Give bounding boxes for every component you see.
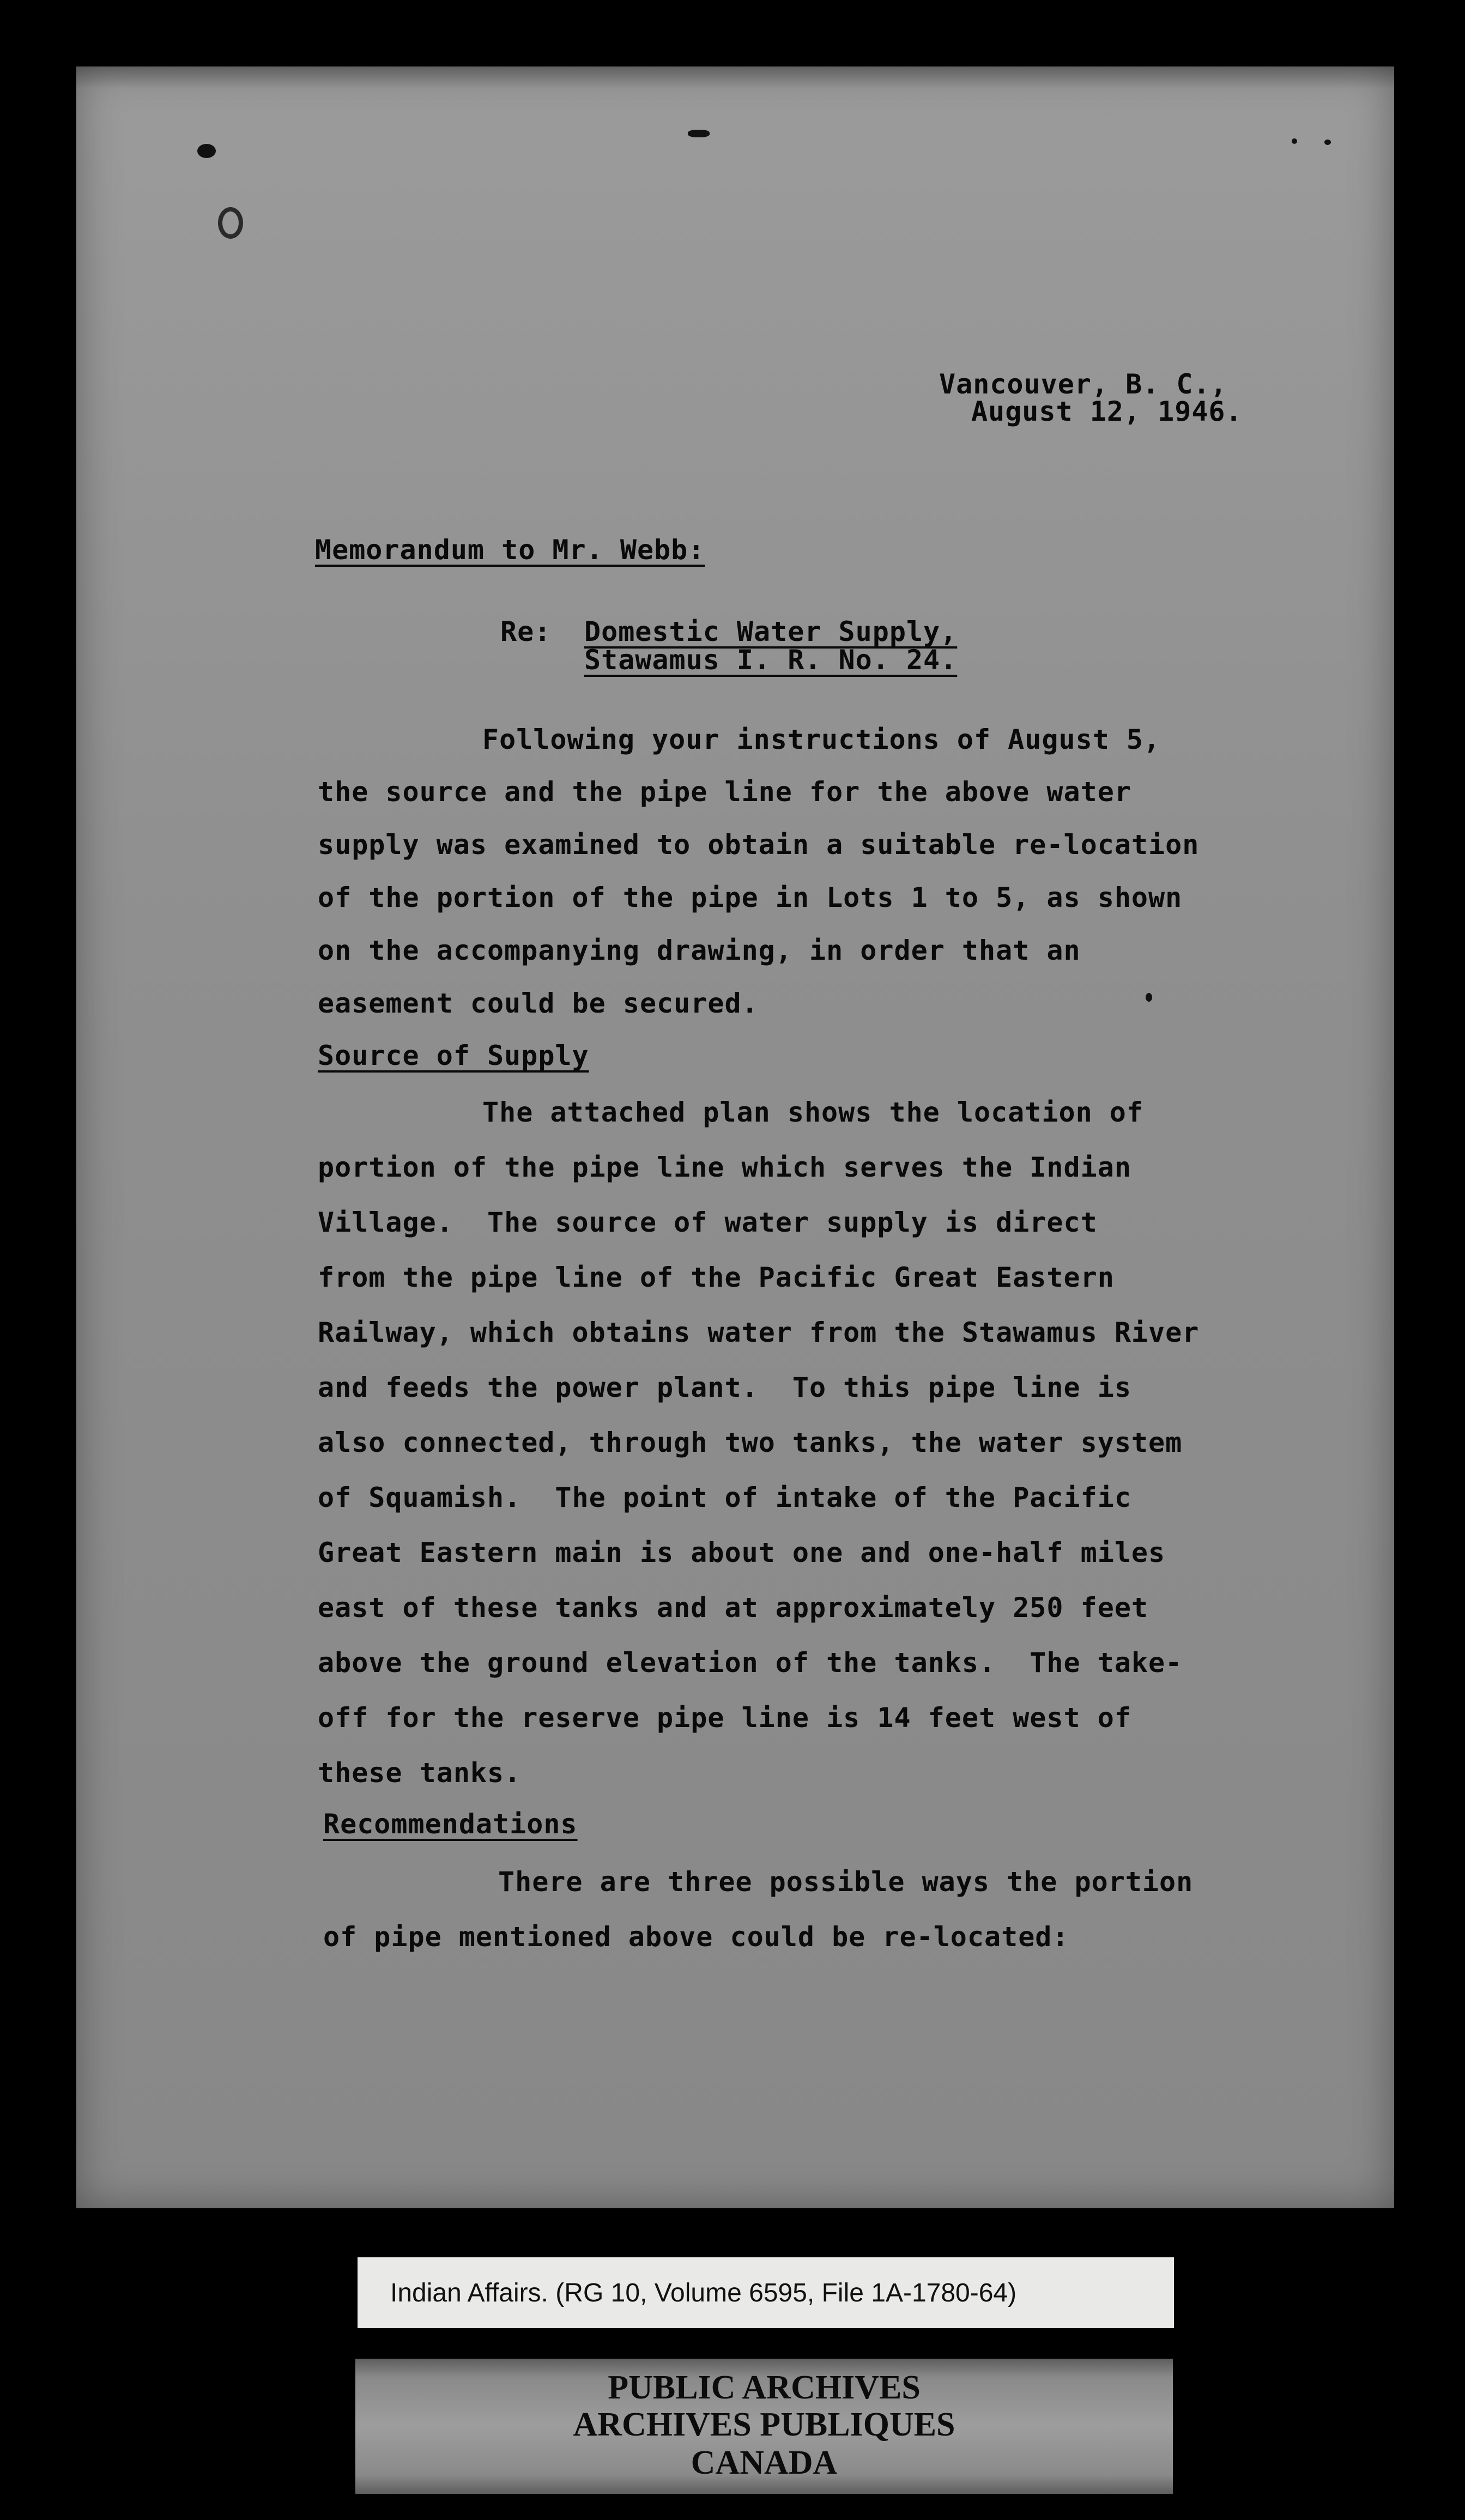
source-line: portion of the pipe line which serves the Indian <box>318 1152 1131 1183</box>
source-line: and feeds the power plant. To this pipe line is <box>318 1372 1131 1403</box>
intro-line: Following your instructions of August 5, <box>482 724 1161 755</box>
ink-speck <box>1292 138 1297 144</box>
archive-stamp-line-3: CANADA <box>691 2444 838 2481</box>
archive-stamp <box>355 2359 1173 2494</box>
memo-date: August 12, 1946. <box>971 396 1243 427</box>
source-line: east of these tanks and at approximately 250 feet <box>318 1592 1149 1624</box>
document-page <box>76 66 1394 2208</box>
source-line: Railway, which obtains water from the Stawamus River <box>318 1317 1200 1348</box>
ink-speck <box>1324 140 1331 145</box>
source-line: The attached plan shows the location of <box>482 1097 1143 1128</box>
ink-speck <box>688 130 710 137</box>
source-line: Great Eastern main is about one and one-half miles <box>318 1537 1166 1568</box>
archive-stamp-line-1: PUBLIC ARCHIVES <box>608 2369 921 2406</box>
intro-line: on the accompanying drawing, in order that an <box>318 935 1081 966</box>
memo-addressee: Memorandum to Mr. Webb: <box>315 534 705 566</box>
source-line: above the ground elevation of the tanks. The take- <box>318 1647 1183 1679</box>
intro-line: of the portion of the pipe in Lots 1 to 5, as shown <box>318 882 1183 913</box>
recommendation-line: There are three possible ways the portion <box>498 1866 1194 1898</box>
source-line: these tanks. <box>318 1757 522 1789</box>
ink-speck <box>197 144 216 158</box>
intro-line: supply was examined to obtain a suitable re-location <box>318 829 1200 861</box>
source-line: of Squamish. The point of intake of the Pacific <box>318 1482 1131 1513</box>
recommendation-line: of pipe mentioned above could be re-located: <box>323 1921 1069 1953</box>
memo-re-label: Re: <box>500 616 552 647</box>
punch-hole-mark <box>218 207 243 239</box>
source-line: also connected, through two tanks, the water system <box>318 1427 1183 1458</box>
intro-line: the source and the pipe line for the above water <box>318 776 1131 808</box>
source-line: Village. The source of water supply is direct <box>318 1207 1098 1238</box>
source-line: from the pipe line of the Pacific Great Eastern <box>318 1262 1115 1293</box>
archive-stamp-line-2: ARCHIVES PUBLIQUES <box>573 2406 955 2443</box>
source-line: off for the reserve pipe line is 14 feet west of <box>318 1702 1131 1734</box>
section-heading-source: Source of Supply <box>318 1040 589 1071</box>
archive-reference-text: Indian Affairs. (RG 10, Volume 6595, File 1A-1780-64) <box>390 2279 1017 2307</box>
intro-line: easement could be secured. <box>318 988 759 1019</box>
archive-reference-card <box>358 2257 1174 2328</box>
memo-subject-line-2: Stawamus I. R. No. 24. <box>584 644 958 676</box>
ink-speck <box>1146 993 1152 1002</box>
memo-subject-line-1: Domestic Water Supply, <box>584 616 958 647</box>
section-heading-recommendations: Recommendations <box>323 1808 578 1840</box>
memo-place: Vancouver, B. C., <box>939 368 1227 400</box>
